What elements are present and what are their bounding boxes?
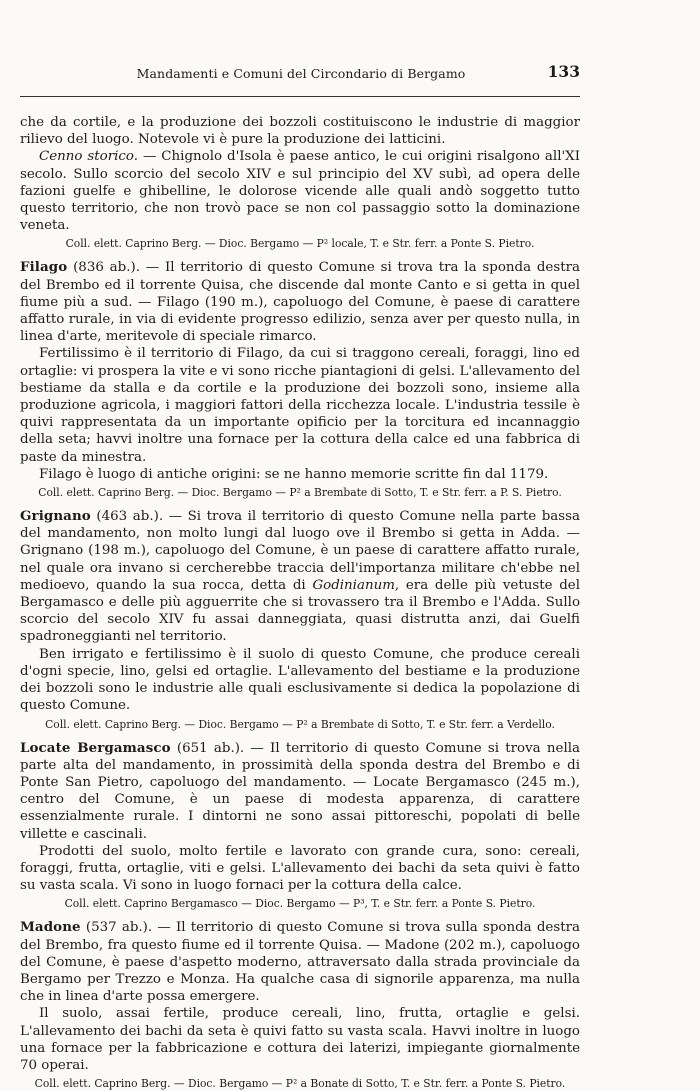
locate-electoral-note: Coll. elett. Caprino Bergamasco — Dioc. Bergamo — P³, T. e Str. ferr. a Ponte S. Pietro. xyxy=(64,897,536,911)
page-number: 133 xyxy=(547,62,580,81)
madone-paragraph-2: Il suolo, assai fertile, produce cereali, lino, frutta, ortaglie e gelsi. L'allevamento dei bachi da seta è quivi fatto su vasta scala. Havvi inoltre in luogo una fornace per la fabbricazione e cottura dei laterizi, impiegante giornalmente 70 operai. xyxy=(20,1006,580,1073)
grignano-intro-b: , era delle più vetuste del Bergamasco e delle più agguerrite che si trovassero tra il Brembo e l'Adda. Sullo scorcio del secolo XIV fu assai danneggiata, quasi distrutta anzi, dai Guelfi spadroneggianti nel territorio. xyxy=(20,577,581,645)
header-rule xyxy=(20,96,580,97)
filago-paragraph-1 xyxy=(20,259,580,345)
filago-intro: (836 ab.). — Il territorio di questo Comune si trova tra la sponda destra del Brembo ed il torrente Quisa, che discende dal monte Canto e si getta in quel fiume più a sud. — Filago (190 m.), capoluogo del Comune, è paese di carattere affatto rurale, in via di evidente progresso edilizio, senza aver per questo nulla, in linea d'arte, meritevole di speciale rimarco. xyxy=(20,260,580,345)
page-body xyxy=(20,114,580,1091)
filago-heading: Filago xyxy=(20,259,68,276)
madone-electoral-note: Coll. elett. Caprino Berg. — Dioc. Bergamo — P² a Bonate di Sotto, T. e Str. ferr. a Ponte S. Pietro. xyxy=(34,1077,566,1091)
madone-intro: (537 ab.). — Il territorio di questo Comune si trova sulla sponda destra del Brembo, fra questo fiume ed il torrente Quisa. — Madone (202 m.), capoluogo del Comune, è paese d'aspetto moderno, attraversato dalla strada provinciale da Bergamo per Trezzo e Monza. Ha qualche casa di signorile apparenza, ma nulla che in linea d'arte possa emergere. xyxy=(20,920,580,1005)
running-header: Mandamenti e Comuni del Circondario di Bergamo xyxy=(136,66,466,81)
madone-heading: Madone xyxy=(20,919,81,936)
locate-paragraph-1 xyxy=(20,740,580,843)
history-label: Cenno storico. xyxy=(39,149,139,165)
filago-paragraph-2: Fertilissimo è il territorio di Filago, da cui si traggono cereali, foraggi, lino ed ortaglie: vi prospera la vite e vi sono ricche piantagioni di gelsi. L'allevamento del bestiame da stalla e da cortile e la produzione dei bozzoli sono, insieme alla produzione agricola, i maggiori fattori della ricchezza locale. L'industria tessile è quivi rappresentata da un importante opificio per la torcitura ed incannaggio della seta; havvi inoltre una fornace per la cottura della calce ed una fabbrica di paste da minestra. xyxy=(20,346,580,465)
chignolo-history-paragraph xyxy=(20,148,580,234)
filago-electoral-note: Coll. elett. Caprino Berg. — Dioc. Bergamo — P² a Brembate di Sotto, T. e Str. ferr. a P. S. Pietro. xyxy=(38,486,562,500)
locate-heading: Locate Bergamasco xyxy=(20,739,171,756)
grignano-intro-a: (463 ab.). — Si trova il territorio di questo Comune nella parte bassa del mandamento, non molto lungi dal luogo ove il Brembo si getta in Adda. — Grignano (198 m.), capoluogo del Comune, è un paese di carattere affatto rurale, nel quale ora invano si cercherebbe traccia dell'importanza militare ch'ebbe nel medioevo, quando la sua rocca, detta di xyxy=(20,509,580,593)
grignano-heading: Grignano xyxy=(20,508,91,525)
madone-paragraph-1 xyxy=(20,919,580,1005)
chignolo-electoral-note: Coll. elett. Caprino Berg. — Dioc. Bergamo — P² locale, T. e Str. ferr. a Ponte S. Pietro. xyxy=(65,237,535,251)
history-text: — Chignolo d'Isola è paese antico, le cui origini risalgono all'XI secolo. Sullo scorcio del secolo XIV e sul principio del XV subì, ad opera delle fazioni guelfe e ghibelline, le dolorose vicende alle quali andò soggetto tutto questo territorio, che non trovò pace se non col passaggio sotto la dominazione veneta. xyxy=(20,149,580,234)
locate-paragraph-2: Prodotti del suolo, molto fertile e lavorato con grande cura, sono: cereali, foraggi, frutta, ortaglie, viti e gelsi. L'allevamento dei bachi da seta quivi è fatto su vasta scala. Vi sono in luogo fornaci per la cottura della calce. xyxy=(20,843,580,894)
locate-intro: (651 ab.). — Il territorio di questo Comune si trova nella parte alta del mandamento, in prossimità della sponda destra del Brembo e di Ponte San Pietro, capoluogo del mandamento. — Locate Bergamasco (245 m.), centro del Comune, è un paese di modesta apparenza, di carattere essenzialmente rurale. I dintorni ne sono assai pittoreschi, popolati di belle villette e cascinali. xyxy=(20,740,580,842)
godinianum-term: Godinianum xyxy=(312,577,395,593)
chignolo-paragraph-1: che da cortile, e la produzione dei bozzoli costituiscono le industrie di maggior rilievo del luogo. Notevole vi è pure la produzione dei latticini. xyxy=(20,115,580,148)
grignano-paragraph-1 xyxy=(20,508,580,646)
grignano-paragraph-2: Ben irrigato e fertilissimo è il suolo di questo Comune, che produce cereali d'ogni specie, lino, gelsi ed ortaglie. L'allevamento del bestiame e la produzione dei bozzoli sono le industrie alle quali esclusivamente si dedica la popolazione di questo Comune. xyxy=(20,646,580,714)
grignano-electoral-note: Coll. elett. Caprino Berg. — Dioc. Bergamo — P² a Brembate di Sotto, T. e Str. ferr. a Verdello. xyxy=(45,717,555,731)
filago-paragraph-3: Filago è luogo di antiche origini: se ne hanno memorie scritte fin dal 1179. xyxy=(39,466,549,482)
